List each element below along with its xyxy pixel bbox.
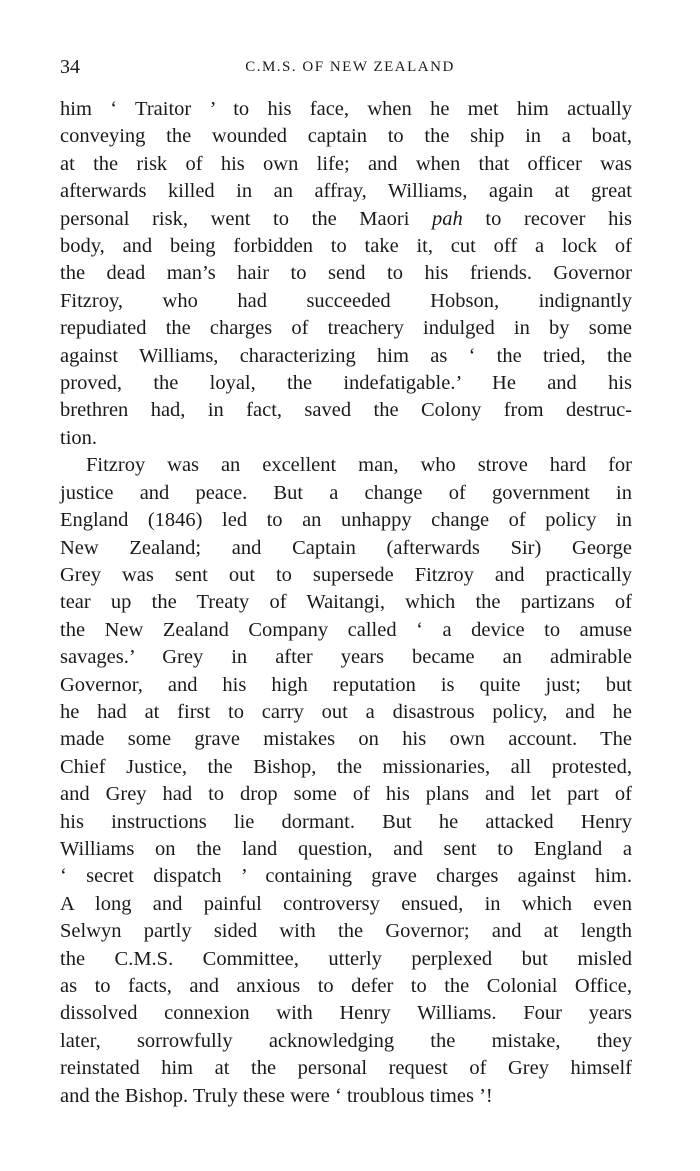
text-line: made some grave mistakes on his own account. The [60,728,632,751]
text-line: England (1846) led to an unhappy change of policy in [60,509,632,532]
text-line: and Grey had to drop some of his plans and let part of [60,783,632,806]
text-line: his instructions lie dormant. But he attacked Henry [60,810,632,833]
text-line: the C.M.S. Committee, utterly perplexed but misled [60,947,632,970]
text-line: A long and painful controversy ensued, in which even [60,892,632,915]
text-line: and the Bishop. Truly these were ‘ troublous times ’! [60,1084,493,1107]
text-line: Fitzroy, who had succeeded Hobson, indignantly [60,289,632,312]
page-number: 34 [60,56,80,78]
text-line: Fitzroy was an excellent man, who strove hard for [86,454,632,477]
text-line: personal risk, went to the Maori pah to recover his [60,207,633,230]
text-line: conveying the wounded captain to the ship in a boat, [60,125,632,148]
paragraph [60,96,632,452]
text-line: Chief Justice, the Bishop, the missionaries, all protested, [60,755,632,778]
body-text [60,96,632,1110]
text-line: he had at first to carry out a disastrous policy, and he [60,700,632,723]
running-head [60,56,640,82]
text-line: New Zealand; and Captain (afterwards Sir) George [60,536,632,559]
text-line: Williams on the land question, and sent to England a [60,837,632,860]
text-line: savages.’ Grey in after years became an admirable [60,646,632,669]
text-line: the New Zealand Company called ‘ a device to amuse [60,618,632,641]
text-line: tion. [60,426,98,449]
text-line: the dead man’s hair to send to his friends. Governor [60,262,632,285]
text-line: Grey was sent out to supersede Fitzroy and practically [60,563,632,586]
text-line: him ‘ Traitor ’ to his face, when he met him actually [60,98,632,120]
text-line: dissolved connexion with Henry Williams. Four years [60,1002,632,1025]
running-title: C.M.S. OF NEW ZEALAND [245,59,455,75]
text-line: proved, the loyal, the indefatigable.’ He and his [60,372,632,395]
text-line: body, and being forbidden to take it, cut off a lock of [60,235,632,258]
text-line: as to facts, and anxious to defer to the Colonial Office, [60,975,632,997]
text-line: at the risk of his own life; and when that officer was [60,152,632,175]
italic-term: pah [432,207,463,230]
text-line: against Williams, characterizing him as ‘ the tried, the [60,344,632,367]
text-line: brethren had, in fact, saved the Colony from destruc- [60,399,632,422]
paragraph [60,452,632,1110]
text-line: tear up the Treaty of Waitangi, which the partizans of [60,591,632,614]
text-line: ‘ secret dispatch ’ containing grave charges against him. [60,865,632,888]
text-line: justice and peace. But a change of government in [60,481,632,504]
text-line: later, sorrowfully acknowledging the mistake, they [60,1029,632,1052]
text-line: afterwards killed in an affray, Williams, again at great [60,180,632,203]
text-line: Governor, and his high reputation is quite just; but [60,673,632,696]
text-line: Selwyn partly sided with the Governor; and at length [60,920,632,943]
text-line: reinstated him at the personal request of Grey himself [60,1057,632,1080]
text-line: repudiated the charges of treachery indulged in by some [60,317,632,340]
